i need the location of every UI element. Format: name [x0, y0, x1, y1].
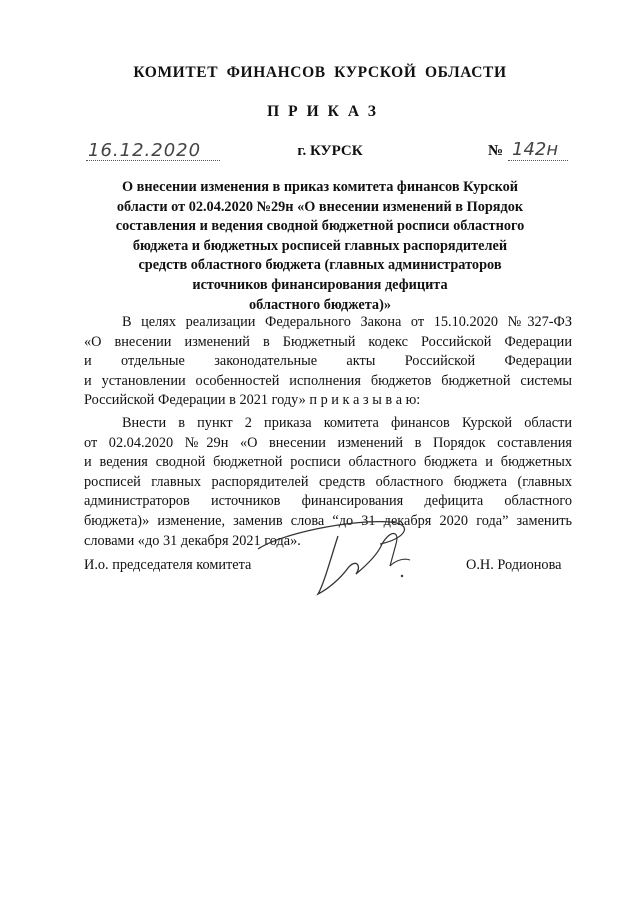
subject-line: составления и ведения сводной бюджетной росписи областного	[115, 218, 525, 235]
subject-line: области от 02.04.2020 №29н «О внесении изменений в Порядок	[116, 198, 524, 215]
subject-line: областного бюджета)»	[249, 296, 391, 313]
body-line: В целях реализации Федерального Закона от 15.10.2020 №327-ФЗ	[122, 314, 572, 330]
number-underline	[508, 160, 568, 161]
paragraph-preamble	[84, 313, 572, 411]
body-line: бюджета)» изменение, заменив слова “до 31 декабря 2020 года” заменить	[84, 512, 572, 529]
document-city: г. КУРСК	[297, 143, 363, 159]
body-line: администраторов источников финансирования дефицита областного	[84, 493, 572, 510]
subject-line: средств областного бюджета (главных администраторов	[138, 257, 502, 274]
subject-line: источников финансирования дефицита	[192, 276, 448, 293]
body-line: от 02.04.2020 №29н «О внесении изменений в Порядок составления	[84, 434, 572, 451]
signatory-name: О.Н. Родионова	[466, 557, 562, 573]
body-line: Российской Федерации в 2021 году» п р и к а з ы в а ю:	[84, 392, 421, 409]
organization-title: КОМИТЕТ ФИНАНСОВ КУРСКОЙ ОБЛАСТИ	[133, 64, 507, 81]
body-line: и ведения сводной бюджетной росписи областного бюджета и бюджетных	[84, 454, 572, 471]
body-line: Внести в пункт 2 приказа комитета финансов Курской области	[122, 415, 572, 431]
body-line: и отдельные законодательные акты Российской Федерации	[84, 353, 572, 370]
subject-line: О внесении изменения в приказ комитета финансов Курской	[121, 179, 519, 195]
handwritten-signature	[240, 494, 450, 604]
document-number: 142н	[512, 139, 559, 160]
document-type: ПРИКАЗ	[267, 103, 385, 120]
signatory-position: И.о. председателя комитета	[84, 557, 252, 573]
subject-line: бюджета и бюджетных росписей главных распорядителей	[132, 237, 508, 254]
number-label: №	[488, 143, 504, 159]
body-line: «О внесении изменений в Бюджетный кодекс Российской Федерации	[84, 333, 572, 350]
body-line: словами «до 31 декабря 2021 года».	[84, 532, 301, 549]
body-line: росписей главных распорядителей средств областного бюджета (главных	[84, 473, 572, 490]
document-date: 16.12.2020	[88, 140, 202, 161]
document-subject	[0, 178, 640, 315]
date-underline	[86, 160, 220, 161]
body-line: и установлении особенностей исполнения бюджетов бюджетной системы	[84, 372, 572, 389]
